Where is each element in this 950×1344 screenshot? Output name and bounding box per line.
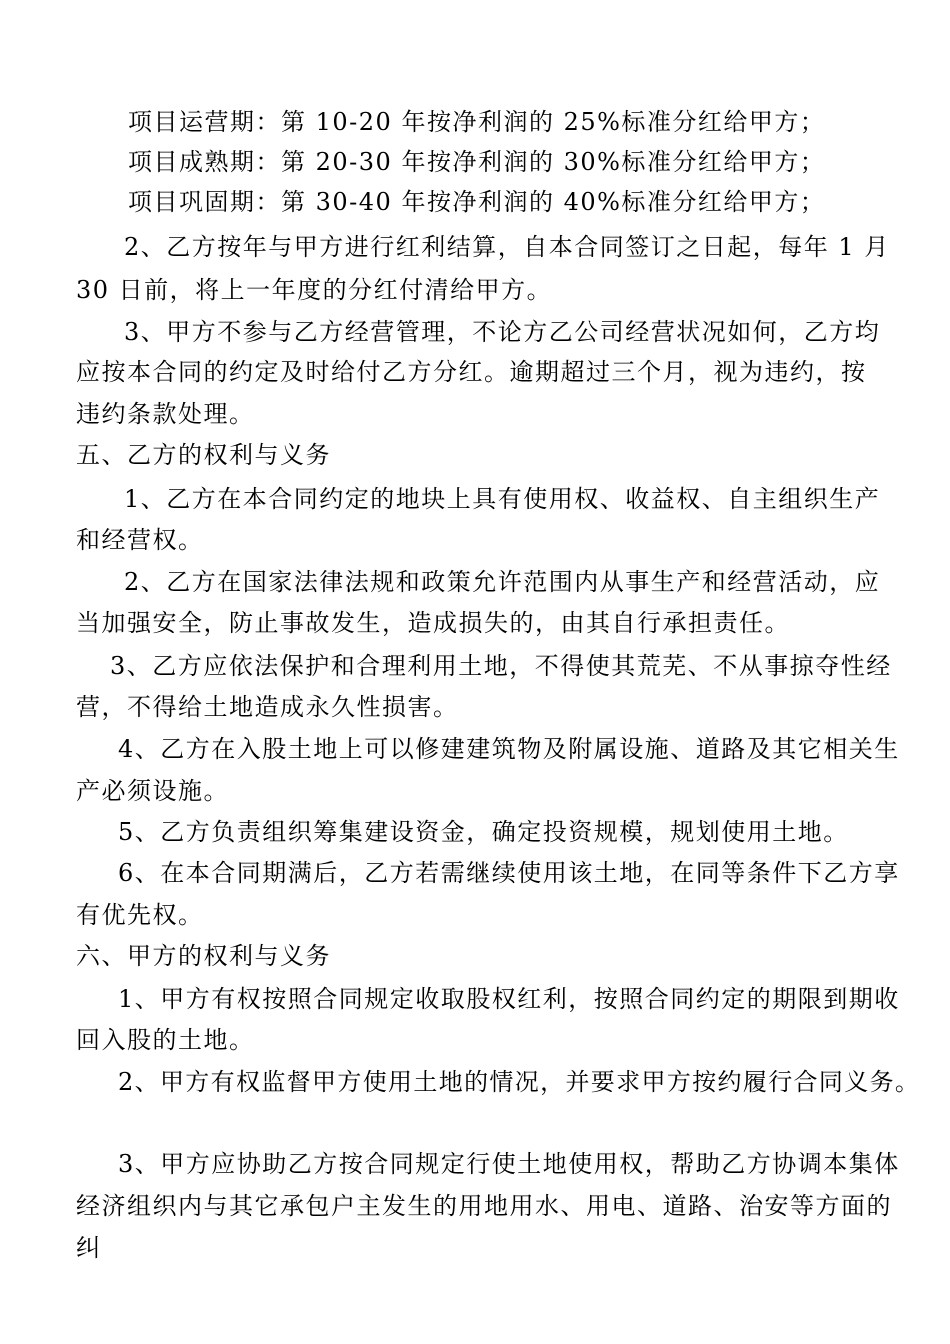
text-line: 1、甲方有权按照合同规定收取股权红利，按照合同约定的期限到期收 — [118, 985, 900, 1013]
text-line: 纠 — [76, 1234, 102, 1262]
section-heading: 五、乙方的权利与义务 — [76, 441, 331, 469]
section-heading: 六、甲方的权利与义务 — [76, 942, 331, 970]
text-line: 2、乙方按年与甲方进行红利结算，自本合同签订之日起，每年 1 月 — [124, 233, 890, 261]
text-line: 项目成熟期：第 20-30 年按净利润的 30%标准分红给甲方； — [128, 148, 826, 176]
text-line: 6、在本合同期满后，乙方若需继续使用该土地，在同等条件下乙方享 — [118, 859, 900, 887]
text-line: 5、乙方负责组织筹集建设资金，确定投资规模，规划使用土地。 — [118, 818, 849, 846]
text-line: 2、甲方有权监督甲方使用土地的情况，并要求甲方按约履行合同义务。 — [118, 1068, 921, 1096]
text-line: 4、乙方在入股土地上可以修建建筑物及附属设施、道路及其它相关生 — [118, 735, 900, 763]
text-line: 项目运营期：第 10-20 年按净利润的 25%标准分红给甲方； — [128, 108, 826, 136]
text-line: 产必须设施。 — [76, 777, 229, 805]
text-line: 回入股的土地。 — [76, 1026, 255, 1054]
text-line: 项目巩固期：第 30-40 年按净利润的 40%标准分红给甲方； — [128, 188, 826, 216]
text-line: 有优先权。 — [76, 901, 204, 929]
text-line: 2、乙方在国家法律法规和政策允许范围内从事生产和经营活动，应 — [124, 568, 881, 596]
text-line: 30 日前，将上一年度的分红付清给甲方。 — [76, 276, 553, 304]
text-line: 3、甲方应协助乙方按合同规定行使土地使用权，帮助乙方协调本集体 — [118, 1150, 900, 1178]
text-line: 违约条款处理。 — [76, 400, 255, 428]
text-line: 3、乙方应依法保护和合理利用土地，不得使其荒芜、不从事掠夺性经 — [110, 652, 892, 680]
text-line: 3、甲方不参与乙方经营管理，不论方乙公司经营状况如何，乙方均 — [124, 318, 881, 346]
text-line: 经济组织内与其它承包户主发生的用地用水、用电、道路、治安等方面的 — [76, 1192, 892, 1220]
text-line: 当加强安全，防止事故发生，造成损失的，由其自行承担责任。 — [76, 609, 790, 637]
text-line: 和经营权。 — [76, 526, 204, 554]
text-line: 营，不得给土地造成永久性损害。 — [76, 693, 459, 721]
text-line: 1、乙方在本合同约定的地块上具有使用权、收益权、自主组织生产 — [124, 485, 881, 513]
text-line: 应按本合同的约定及时给付乙方分红。逾期超过三个月，视为违约，按 — [76, 358, 867, 386]
